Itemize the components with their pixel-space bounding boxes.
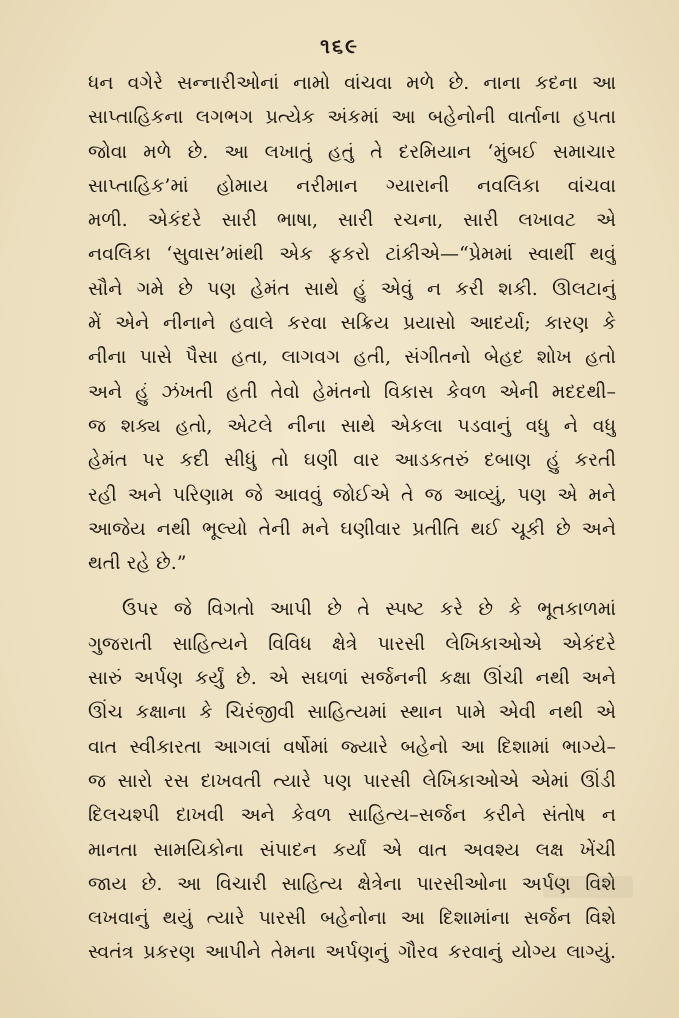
text-line: સારું અર્પણ કર્યું છે. એ સઘળાં સર્જનની કક્ષા ઊંચી નથી અને	[88, 667, 616, 690]
text-line: માનતા સામયિકોના સંપાદન કર્યાં એ વાત અવશ્ય લક્ષ ખેંચી	[88, 838, 616, 861]
text-line: મળી. એકંદરે સારી ભાષા, સારી રચના, સારી લખાવટ એ	[88, 209, 616, 232]
text-line: ઊંચ કક્ષાના કે ચિરંજીવી સાહિત્યમાં સ્થાન પામે એવી નથી એ	[88, 701, 616, 724]
body-text	[88, 66, 616, 970]
text-line: સાપ્તાહિકના લગભગ પ્રત્યેક અંકમાં આ બહેનોની વાર્તાના હપતા	[88, 106, 616, 129]
text-line: સૌને ગમે છે પણ હેમંત સાથે હું એવું ન કરી શકી. ઊલટાનું	[88, 277, 616, 300]
text-line: જ સારો રસ દાખવતી ત્યારે પણ પારસી લેખિકાઓએ એમાં ઊંડી	[88, 769, 616, 792]
paragraph-1	[88, 66, 616, 580]
text-line: થતી રહે છે.”	[88, 552, 187, 575]
text-line: જાય છે. આ વિચારી સાહિત્ય ક્ષેત્રેના પારસીઓના અર્પણ વિશે	[88, 872, 616, 895]
text-line: સાપ્તાહિક’માં હોમાય નરીમાન ગ્યારાની નવલિકા વાંચવા	[88, 174, 616, 197]
text-line: અને હું ઝંખતી હતી તેવો હેમંતનો વિકાસ કેવળ એની મદદથી–	[88, 380, 616, 403]
text-line: ગુજરાતી સાહિત્યને વિવિધ ક્ષેત્રે પારસી લેખિકાઓએ એકંદરે	[88, 632, 616, 655]
text-line: જ શક્ય હતો, એટલે નીના સાથે એકલા પડવાનું વધુ ને વધુ	[88, 414, 616, 437]
text-line: ઉપર જે વિગતો આપી છે તે સ્પષ્ટ કરે છે કે ભૂતકાળમાં	[122, 598, 616, 621]
text-line: રહી અને પરિણામ જે આવવું જોઈએ તે જ આવ્યું, પણ એ મને	[88, 483, 616, 506]
paragraph-2	[88, 592, 616, 969]
text-line: દિલચશ્પી દાખવી અને કેવળ સાહિત્ય–સર્જન કરીને સંતોષ ન	[88, 804, 616, 827]
page-number: ૧૬૯	[320, 34, 359, 58]
text-line: નવલિકા ‘સુવાસ’માંથી એક ફકરો ટાંકીએ—“પ્રેમમાં સ્વાર્થી થવું	[88, 243, 616, 266]
text-line: સ્વતંત્ર પ્રકરણ આપીને તેમના અર્પણનું ગૌરવ કરવાનું યોગ્ય લાગ્યું.	[88, 941, 616, 964]
text-line: મેં એને નીનાને હવાલે કરવા સક્રિય પ્રયાસો આદર્યા; કારણ કે	[88, 312, 616, 335]
text-line: ધન વગેરે સન્નારીઓનાં નામો વાંચવા મળે છે. નાના કદના આ	[88, 72, 616, 94]
text-line: નીના પાસે પૈસા હતા, લાગવગ હતી, સંગીતનો બેહદ શોખ હતો	[88, 346, 616, 369]
text-line: હેમંત પર કદી સીધું તો ઘણી વાર આડકતરું દબાણ હું કરતી	[88, 449, 616, 472]
paper-smudge	[543, 876, 633, 898]
text-line: વાત સ્વીકારતા આગલાં વર્ષોમાં જ્યારે બહેનો આ દિશામાં ભાગ્યે–	[88, 735, 616, 758]
text-line: લખવાનું થયું ત્યારે પારસી બહેનોના આ દિશામાંના સર્જન વિશે	[88, 907, 616, 930]
text-line: જોવા મળે છે. આ લખાતું હતું તે દરમિયાન ‘મુંબઈ સમાચાર	[88, 140, 616, 163]
text-line: આજેય નથી ભૂલ્યો તેની મને ઘણીવાર પ્રતીતિ થઈ ચૂકી છે અને	[88, 517, 616, 540]
